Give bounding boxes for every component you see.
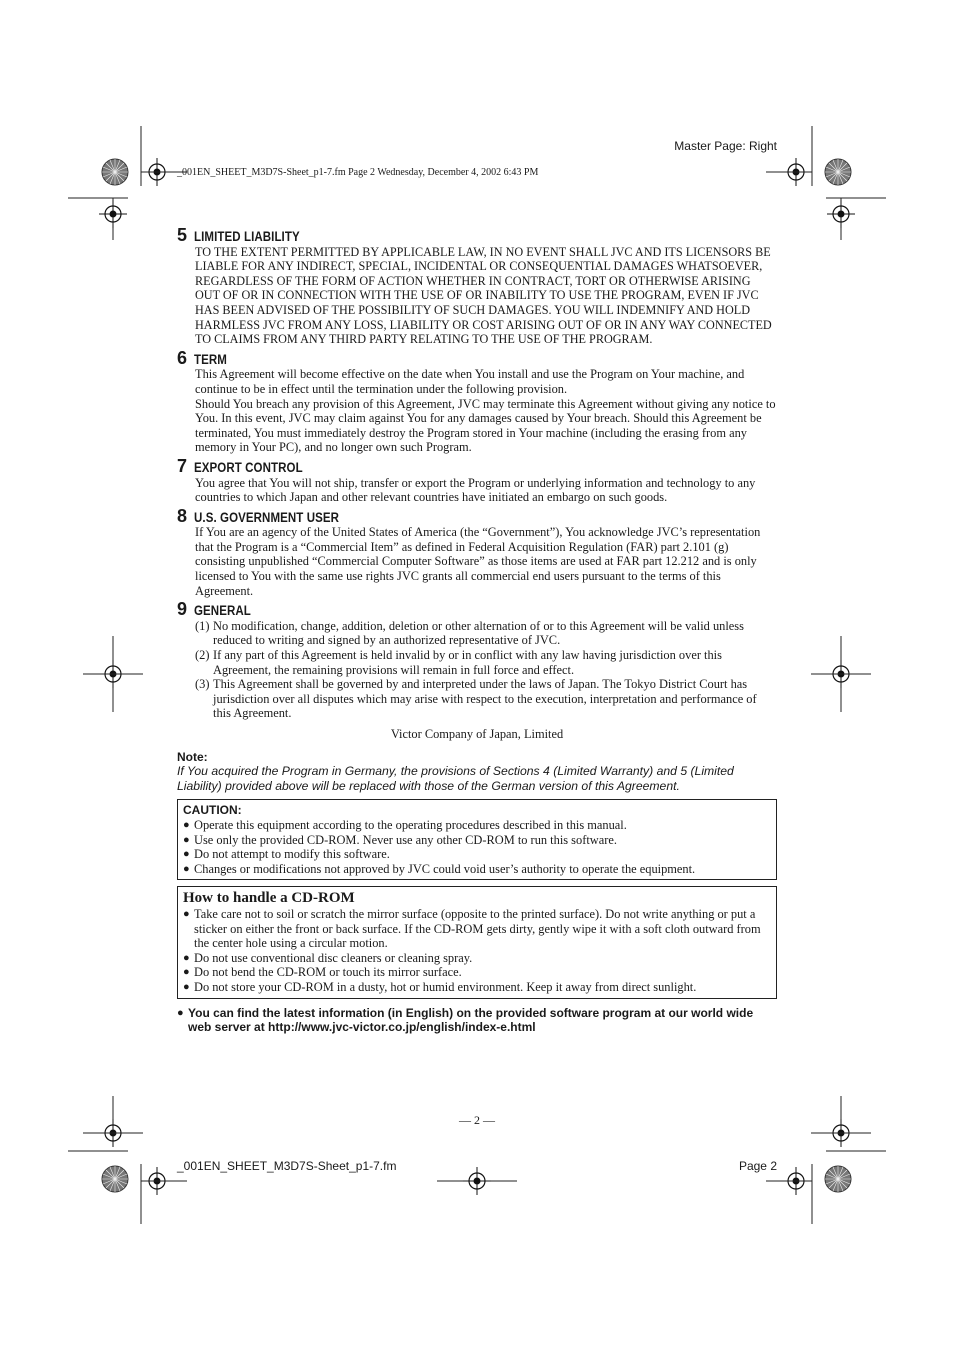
item-text: Do not store your CD-ROM in a dusty, hot or humid environment. Keep it away from direct sunlight. <box>194 979 697 994</box>
company-signature: Victor Company of Japan, Limited <box>390 727 564 741</box>
item-text: No modification, change, addition, deletion or other alternation of or to this Agreement will be valid unless reduced to writing and signed by an authorized representative of JVC. <box>213 618 744 648</box>
item-text: This Agreement shall be governed by and interpreted under the laws of Japan. The Tokyo District Court has jurisdiction over all disputes which may arise with respect to the execution, interpretation and performance of this Agreement. <box>213 677 757 721</box>
file-info-line: _001EN_SHEET_M3D7S-Sheet_p1-7.fm Page 2 Wednesday, December 4, 2002 6:43 PM <box>177 167 539 178</box>
paragraph: If You are an agency of the United States of America (the “Government”), You acknowledge JVC’s representation that the Program is a “Commercial Item” as defined in Federal Acquisition Regulation (FAR) part 2.101 (g) consisting unpublished “Commercial Computer Software” as those items are used at FAR part 12.212 and is only licensed to You with the same use rights JVC grants all commercial end users pursuant to the terms of this Agreement. <box>195 525 761 598</box>
item-text: If any part of this Agreement is held invalid by or in conflict with any law having jurisdiction over this Agreement, the remaining provisions will remain in full force and effect. <box>213 648 722 677</box>
page-number: — 2 — <box>459 1113 495 1127</box>
bullet-icon: ● <box>177 1006 184 1019</box>
section-title: LIMITED LIABILITY <box>194 229 300 244</box>
section-title: TERM <box>194 351 227 367</box>
section-number: 5 <box>177 225 188 245</box>
master-page-label: Master Page: Right <box>674 139 777 153</box>
item-text: Take care not to soil or scratch the mirror surface (opposite to the printed surface). Do not write anything or put a sticker on either the front or back surface. If the CD-ROM gets dirty, gently wipe it with a soft cloth outward from the center hole using a circular motion. <box>194 906 761 951</box>
note-text: If You acquired the Program in Germany, the provisions of Sections 4 (Limited Warranty) and 5 (Limited Liability) provided above will be replaced with those of the German version of this Agreement. <box>177 764 734 793</box>
bullet-icon: ● <box>183 818 190 831</box>
item-text: Use only the provided CD-ROM. Never use any other CD-ROM to run this software. <box>194 832 617 847</box>
section-number: 7 <box>177 455 188 476</box>
bullet-icon: ● <box>183 980 190 993</box>
paragraph: Should You breach any provision of this Agreement, JVC may terminate this Agreement without giving any notice to You. In this event, JVC may claim against You for any damages caused by Your breach. Should this Agreement be terminated, You must immediately destroy the Program stored in Your machine (including the erasing from any memory in Your PC), and no longer own such Program. <box>195 396 776 455</box>
section-number: 9 <box>177 599 188 620</box>
bullet-icon: ● <box>183 951 190 964</box>
paragraph: TO THE EXTENT PERMITTED BY APPLICABLE LAW, IN NO EVENT SHALL JVC AND ITS LICENSORS BE LIABLE FOR ANY INDIRECT, SPECIAL, INCIDENTAL OR CONSEQUENTIAL DAMAGES WHATSOEVER, REGARDLESS OF THE FORM OF ACTION WHETHER IN CONTRACT, TORT OR OTHERWISE ARISING OUT OF OR IN CONNECTION WITH THE USE OF OR INABILITY TO USE THE PROGRAM, EVEN IF JVC HAS BEEN ADVISED OF THE POSSIBILITY OF SUCH DAMAGES. YOU WILL INDEMNIFY AND HOLD HARMLESS JVC FROM ANY LOSS, LIABILITY OR COST ARISING OUT OF OR IN ANY WAY CONNECTED TO CLAIMS FROM ANY THIRD PARTY RELATING TO THE USE OF THE PROGRAM. <box>195 244 772 347</box>
section-title: GENERAL <box>194 603 251 619</box>
bullet-icon: ● <box>183 966 190 979</box>
bullet-icon: ● <box>183 833 190 846</box>
bullet-icon: ● <box>183 848 190 861</box>
bullet-icon: ● <box>183 907 190 920</box>
paragraph: You agree that You will not ship, transfer or export the Program or underlying information and technology to any countries to which Japan and other relevant countries have initiated an embargo on such goods. <box>195 475 756 505</box>
item-text: Do not bend the CD-ROM or touch its mirror surface. <box>194 965 462 980</box>
section-title: U.S. GOVERNMENT USER <box>194 509 340 525</box>
footer-file-name: _001EN_SHEET_M3D7S-Sheet_p1-7.fm <box>177 1159 397 1173</box>
caution-title: CAUTION: <box>183 803 242 818</box>
web-info-text: You can find the latest information (in English) on the provided software program at our world wide web server at http://www.jvc-victor.co.jp/english/index-e.html <box>188 1005 754 1035</box>
cdrom-title: How to handle a CD-ROM <box>183 890 355 907</box>
item-text: Operate this equipment according to the operating procedures described in this manual. <box>194 817 627 832</box>
item-text: Do not use conventional disc cleaners or cleaning spray. <box>194 950 473 965</box>
item-number: (1) <box>195 618 210 633</box>
section-title: EXPORT CONTROL <box>194 459 303 475</box>
note-title: Note: <box>177 749 208 764</box>
item-text: Changes or modifications not approved by JVC could void user’s authority to operate the equipment. <box>194 861 696 876</box>
bullet-icon: ● <box>183 862 190 875</box>
item-number: (2) <box>195 648 210 663</box>
item-number: (3) <box>195 677 210 692</box>
item-text: Do not attempt to modify this software. <box>194 847 390 862</box>
footer-page-label: Page 2 <box>738 1159 777 1173</box>
paragraph: This Agreement will become effective on the date when You install and use the Program on Your machine, and continue to be in effect until the termination under the following provision. <box>195 367 745 396</box>
section-number: 8 <box>177 505 188 526</box>
section-number: 6 <box>177 347 188 368</box>
